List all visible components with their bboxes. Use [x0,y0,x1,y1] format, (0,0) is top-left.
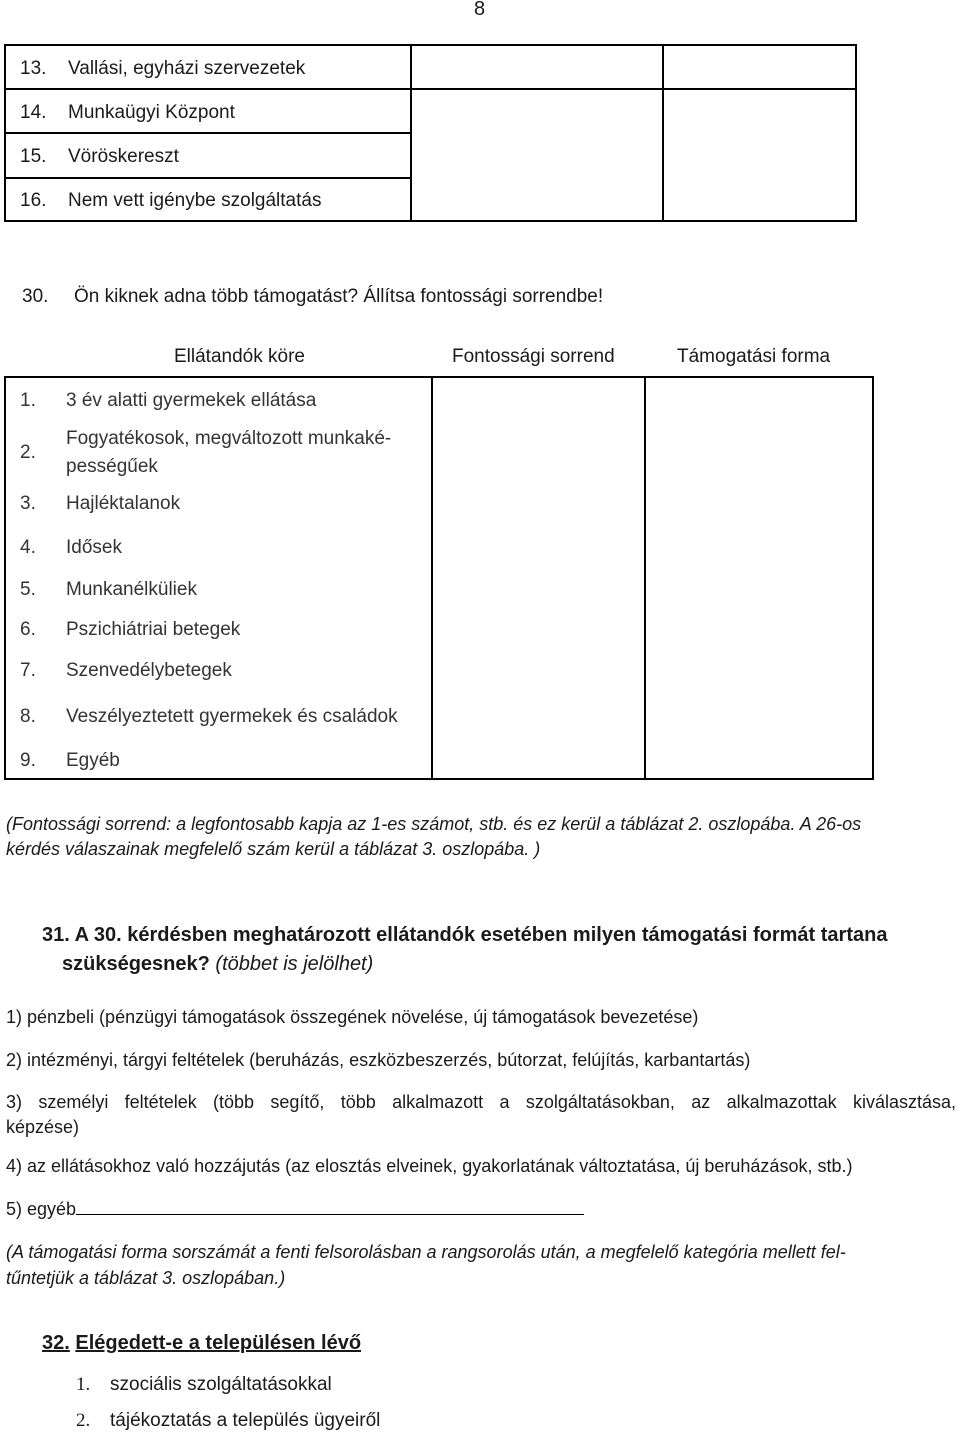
instruction-note: (A támogatási forma sorszámát a fenti felsorolásban a rangsorolás után, a megfelelő kategória mellett fel- [6,1242,846,1262]
item-label: tájékoztatás a település ügyeiről [110,1410,381,1431]
row-label: Fogyatékosok, megváltozott munkaké- [66,428,392,449]
row-number: 7. [20,660,36,681]
row-number: 13. [20,58,47,79]
row-label: Pszichiátriai betegek [66,619,241,640]
table-divider [410,46,412,220]
table-row [20,579,197,601]
list-item [76,1374,332,1396]
item-number: 1. [76,1374,91,1395]
row-label: Hajléktalanok [66,493,181,514]
table-divider [431,378,433,778]
row-number: 8. [20,706,36,727]
row-number: 4. [20,537,36,558]
item-number: 2. [76,1410,91,1431]
row-label: Munkaügyi Központ [68,102,235,123]
row-number: 15. [20,146,47,167]
row-number: 1. [20,390,36,411]
table-row [20,750,120,772]
table-divider [644,378,646,778]
question-text: szükségesnek? [62,953,210,975]
table-divider [662,46,664,220]
row-number: 5. [20,579,36,600]
option-item: képzése) [6,1117,80,1137]
option-label: 5) egyéb [6,1199,77,1219]
table-row [20,706,398,728]
question-text: 31. A 30. kérdésben meghatározott ellátandók esetében milyen támogatási formát tartana [42,924,888,946]
row-number: 3. [20,493,36,514]
row-label: Idősek [66,537,122,558]
question-32 [42,1332,361,1355]
table-row [20,619,240,641]
table-divider [6,132,410,134]
row-label: Vallási, egyházi szervezetek [68,58,306,79]
service-providers-table [4,44,857,222]
question-31 [42,921,942,979]
instruction-note: kérdés válaszainak megfelelő szám kerül a táblázat 3. oszlopába. ) [6,839,541,859]
row-label: 3 év alatti gyermekek ellátása [66,390,317,411]
question-30 [22,286,603,308]
row-label: pességűek [66,456,158,477]
row-label: Munkanélküliek [66,579,197,600]
option-item [6,1197,956,1222]
row-label: Veszélyeztetett gyermekek és családok [66,706,398,727]
table-row [20,442,66,464]
question-text: Ön kiknek adna több támogatást? Állítsa fontossági sorrendbe! [74,286,604,307]
row-number: 14. [20,102,47,123]
answer-blank-line[interactable] [76,1198,584,1215]
row-number: 6. [20,619,36,640]
list-item [76,1410,380,1432]
row-label: Nem vett igénybe szolgáltatás [68,190,322,211]
column-header-priority: Fontossági sorrend [452,346,615,367]
question-text: Elégedett-e a településen lévő [75,1332,362,1354]
table-row [20,493,180,515]
table-row [20,660,232,682]
table-row [20,390,316,412]
row-number: 9. [20,750,36,771]
table-divider [6,88,855,90]
column-header-support-form: Támogatási forma [677,346,831,367]
row-number: 16. [20,190,47,211]
question-number: 32. [42,1332,70,1354]
page-number: 8 [474,0,486,20]
question-number: 30. [22,286,49,307]
option-item: 1) pénzbeli (pénzügyi támogatások összegének növelése, új támogatások bevezetése) [6,1007,699,1027]
table-divider [6,177,410,179]
instruction-note: (Fontossági sorrend: a legfontosabb kapja az 1-es számot, stb. és ez kerül a táblázat 2. oszlopába. A 26-os [6,814,862,834]
item-label: szociális szolgáltatásokkal [110,1374,332,1395]
option-item: 2) intézményi, tárgyi feltételek (beruházás, eszközbeszerzés, bútorzat, felújítás, karbantartás) [6,1050,751,1070]
column-header-target-group: Ellátandók köre [174,346,305,367]
option-item: 4) az ellátásokhoz való hozzájutás (az elosztás elveinek, gyakorlatának változtatása, új beruházások, stb.) [6,1156,853,1176]
row-label: Egyéb [66,750,120,771]
row-label: Vöröskereszt [68,146,179,167]
row-label: Szenvedélybetegek [66,660,232,681]
row-number: 2. [20,442,36,463]
instruction-note: tűntetjük a táblázat 3. oszlopában.) [6,1268,286,1288]
table-row [20,537,122,559]
option-item: 3) személyi feltételek (több segítő, több alkalmazott a szolgáltatásokban, az alkalmazottak kiválasztása, [6,1092,956,1112]
question-hint: (többet is jelölhet) [209,953,374,975]
